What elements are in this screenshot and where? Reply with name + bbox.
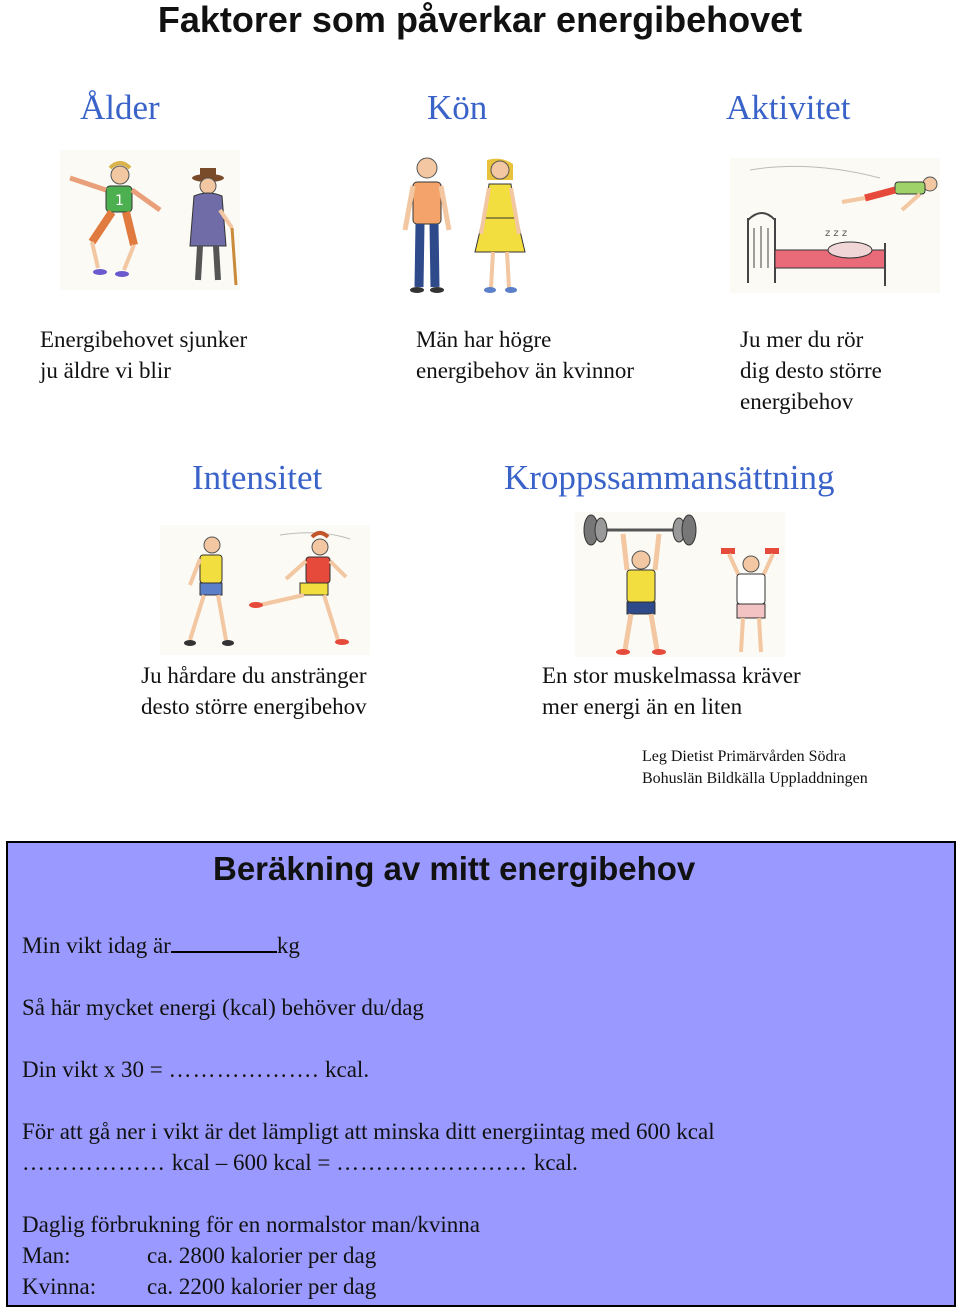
daily-row-label: Kvinna: — [22, 1274, 97, 1299]
reduce-suffix: kcal. — [528, 1150, 578, 1175]
daily-row-label: Man: — [22, 1243, 71, 1268]
daily-title: Daglig förbrukning för en normalstor man/kvinna — [22, 1212, 480, 1237]
svg-text:z z z: z z z — [825, 228, 848, 239]
text-alder: Energibehovet sjunker ju äldre vi blir — [40, 327, 248, 383]
daily-row-man — [22, 1240, 376, 1271]
svg-text:1: 1 — [115, 193, 124, 209]
formula-prefix: Din vikt x 30 = — [22, 1057, 163, 1082]
daily-row-value: ca. 2800 kalorier per dag — [147, 1243, 377, 1268]
text-kroppssammansattning: En stor muskelmassa kräver mer energi än en liten — [542, 663, 801, 719]
heading-aktivitet: Aktivitet — [726, 88, 851, 127]
weight-suffix: kg — [276, 933, 300, 958]
reduce-calc-line — [22, 1147, 578, 1178]
illustration-activity — [730, 158, 940, 293]
reduce-line: För att gå ner i vikt är det lämpligt att minska ditt energiintag med 600 kcal — [22, 1119, 715, 1144]
illustration-body-composition — [575, 512, 785, 657]
heading-kon: Kön — [427, 88, 488, 127]
text-aktivitet: Ju mer du rör dig desto större energibehov — [740, 327, 882, 414]
formula-line — [22, 1054, 369, 1085]
formula-blank[interactable]: ………………. — [168, 1057, 320, 1082]
formula-suffix: kcal. — [319, 1057, 370, 1082]
daily-row-value: ca. 2200 kalorier per dag — [147, 1274, 377, 1299]
energy-line: Så här mycket energi (kcal) behöver du/dag — [22, 995, 424, 1020]
text-kon: Män har högre energibehov än kvinnor — [416, 327, 635, 383]
heading-kroppssammansattning: Kroppssammansättning — [504, 458, 835, 497]
calculation-title: Beräkning av mitt energibehov — [213, 850, 696, 887]
reduce-blank-1[interactable]: ……………… — [22, 1150, 166, 1175]
weight-line — [22, 930, 300, 961]
image-credit: Leg Dietist Primärvården Södra Bohuslän Bildkälla Uppladdningen — [642, 748, 868, 787]
illustration-gender — [395, 152, 530, 297]
heading-intensitet: Intensitet — [192, 458, 323, 497]
illustration-age — [60, 150, 240, 290]
text-intensitet: Ju hårdare du anstränger desto större energibehov — [141, 663, 367, 719]
calculation-box — [6, 841, 956, 1307]
weight-blank[interactable] — [171, 931, 277, 953]
illustration-intensity — [160, 525, 370, 655]
heading-alder: Ålder — [80, 88, 160, 127]
reduce-blank-2[interactable]: …………………… — [336, 1150, 529, 1175]
daily-row-woman — [22, 1271, 376, 1302]
weight-prefix: Min vikt idag är — [22, 933, 171, 958]
reduce-mid: kcal – 600 kcal = — [166, 1150, 337, 1175]
page-title: Faktorer som påverkar energibehovet — [157, 0, 803, 40]
